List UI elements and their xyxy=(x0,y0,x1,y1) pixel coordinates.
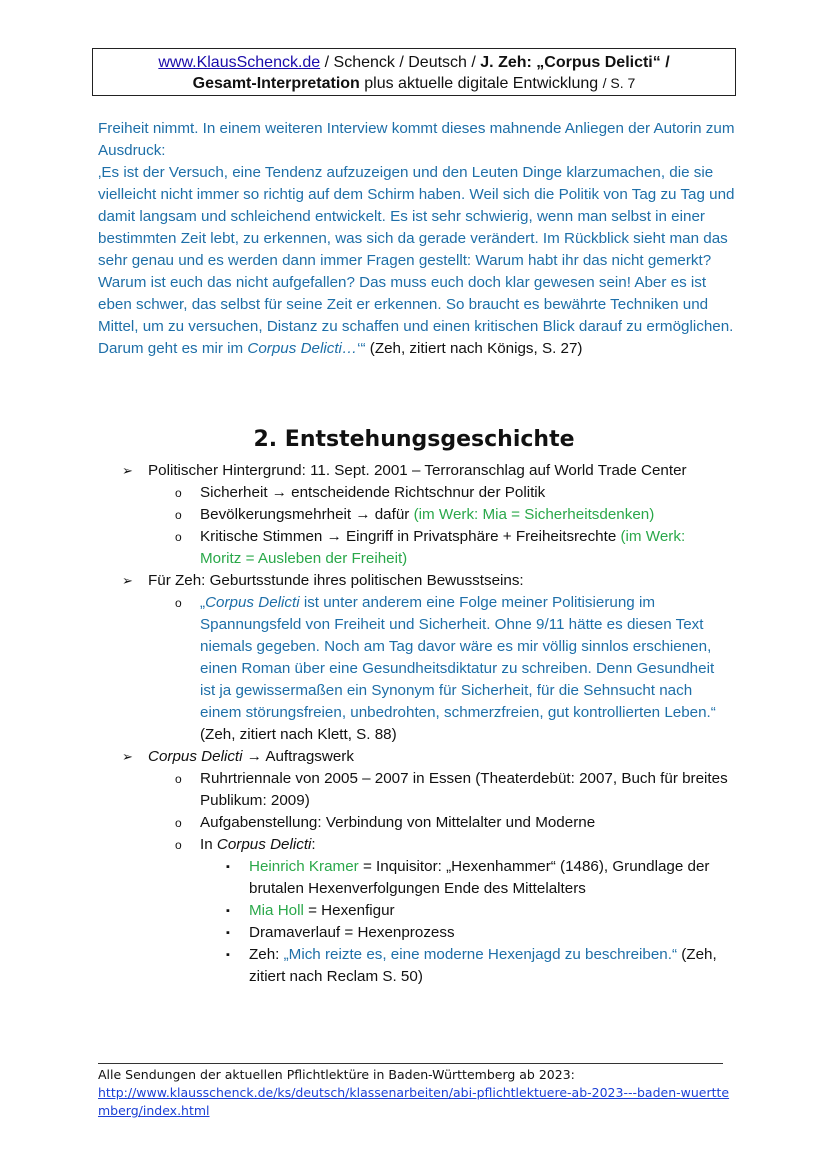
item-text: Kritische Stimmen → Eingriff in Privatsphäre + Freiheitsrechte xyxy=(200,528,621,545)
header-subtitle-rest: plus aktuelle digitale Entwicklung xyxy=(359,75,603,92)
list-item xyxy=(0,834,828,856)
list-item xyxy=(0,460,828,482)
section-heading: 2. Entstehungsgeschichte xyxy=(253,427,575,452)
list-item xyxy=(0,922,828,944)
square-bullet-icon: ▪ xyxy=(226,861,230,873)
item-name: Heinrich Kramer xyxy=(249,858,359,875)
item-text: Ruhrtriennale von 2005 – 2007 in Essen (Theaterdebüt: 2007, Buch für breites Publikum: 2009) xyxy=(200,770,728,809)
item-text: = Inquisitor: „Hexenhammer“ (1486), Grundlage der brutalen Hexenverfolgungen Ende des Mittelalters xyxy=(249,858,710,897)
list-item xyxy=(0,482,828,504)
square-bullet-icon: ▪ xyxy=(226,927,230,939)
item-text: Zeh: xyxy=(249,946,284,963)
page-header xyxy=(92,48,736,96)
circle-bullet-icon: o xyxy=(175,530,182,544)
header-subtitle: Gesamt-Interpretation xyxy=(192,75,360,92)
square-bullet-icon: ▪ xyxy=(226,905,230,917)
circle-bullet-icon: o xyxy=(175,486,182,500)
item-text: ist unter anderem eine Folge meiner Politisierung im Spannungsfeld von Freiheit und Sicherheit. Ohne 9/11 hätte es diesen Text niemals gegeben. Noch am Tag davor wäre es mir völlig sinnlos erschienen, einen Roman über eine Gesundheitsdiktatur zu schreiben. Denn Gesundheit ist ja gewissermaßen ein Synonym für Sicherheit, für die Sehnsucht nach einem störungsfreien, unbedrohten, schmerzfreien, gut kontrollierten Leben.“ xyxy=(200,594,716,721)
page-footer xyxy=(98,1066,738,1120)
intro-quote-block xyxy=(98,118,738,360)
quote-italic-title: Corpus Delicti… xyxy=(247,340,358,357)
item-text: Aufgabenstellung: Verbindung von Mittelalter und Moderne xyxy=(200,814,596,831)
list-item xyxy=(0,526,828,570)
item-text: Sicherheit → entscheidende Richtschnur der Politik xyxy=(200,484,546,501)
item-text: Für Zeh: Geburtsstunde ihres politischen Bewusstseins: xyxy=(148,572,524,589)
item-italic-title: Corpus Delicti xyxy=(216,836,312,853)
arrow-bullet-icon: ➢ xyxy=(122,573,133,588)
item-text: : xyxy=(311,836,316,853)
quote-paragraph xyxy=(98,162,738,360)
header-line-1 xyxy=(93,52,735,73)
footer-text: Alle Sendungen der aktuellen Pflichtlektüre in Baden-Württemberg ab 2023: xyxy=(98,1067,575,1082)
item-name: Mia Holl xyxy=(249,902,304,919)
list-item xyxy=(0,856,828,900)
item-text: → Auftragswerk xyxy=(242,748,354,765)
list-item xyxy=(0,570,828,592)
item-text: Bevölkerungsmehrheit → dafür xyxy=(200,506,414,523)
list-item xyxy=(0,768,828,812)
item-italic-title: Corpus Delicti xyxy=(205,594,300,611)
square-bullet-icon: ▪ xyxy=(226,949,230,961)
item-italic-title: Corpus Delicti xyxy=(148,748,243,765)
site-link[interactable]: www.KlausSchenck.de xyxy=(158,54,321,71)
arrow-bullet-icon: ➢ xyxy=(122,463,133,478)
header-line-2 xyxy=(93,73,735,94)
list-item xyxy=(0,900,828,922)
list-item xyxy=(0,592,828,746)
circle-bullet-icon: o xyxy=(175,838,182,852)
quote-text: ‚Es ist der Versuch, eine Tendenz aufzuzeigen und den Leuten Dinge klarzumachen, die sie vielleicht nicht immer so richtig auf dem Schirm haben. Weil sich die Politik von Tag zu Tag und damit langsam und schleichend entwickelt. Es ist sehr schwierig, wenn man selbst in einer bestimmten Zeit lebt, zu erkennen, was sich da gerade verändert. Im Rückblick sieht man das sehr genau und es werden dann immer Fragen gestellt: Warum habt ihr das nicht gemerkt? Warum ist euch das nicht aufgefallen? Das muss euch doch klar gewesen sein! Aber es ist eben schwer, das selbst für seine Zeit er erkennen. So braucht es bewährte Techniken und Mittel, um zu versuchen, Distanz zu schaffen und einen kritischen Blick darauf zu ermöglichen. Darum geht es mir im xyxy=(98,164,735,357)
item-text: Dramaverlauf = Hexenprozess xyxy=(249,924,455,941)
item-note: (im Werk: Moritz = Ausleben der Freiheit) xyxy=(200,528,686,567)
page-number: / S. 7 xyxy=(602,75,636,91)
quote-citation: (Zeh, zitiert nach Königs, S. 27) xyxy=(365,340,583,357)
quote-open: „ xyxy=(200,594,206,611)
header-title: J. Zeh: „Corpus Delicti“ / xyxy=(480,54,670,71)
list-item xyxy=(0,504,828,526)
item-citation: (Zeh, zitiert nach Klett, S. 88) xyxy=(200,726,397,743)
list-item xyxy=(0,812,828,834)
item-text: In xyxy=(200,836,217,853)
circle-bullet-icon: o xyxy=(175,596,182,610)
footer-link[interactable]: http://www.klausschenck.de/ks/deutsch/klassenarbeiten/abi-pflichtlektuere-ab-2023---baden-wuerttemberg/index.html xyxy=(98,1085,730,1118)
circle-bullet-icon: o xyxy=(175,816,182,830)
item-quote: „Mich reizte es, eine moderne Hexenjagd zu beschreiben.“ xyxy=(283,946,678,963)
quote-end-mark: ‘“ xyxy=(357,340,366,357)
item-note: (im Werk: Mia = Sicherheitsdenken) xyxy=(413,506,655,523)
circle-bullet-icon: o xyxy=(175,508,182,522)
header-path: / Schenck / Deutsch / xyxy=(320,54,481,71)
item-text: = Hexenfigur xyxy=(303,902,395,919)
footer-divider xyxy=(98,1063,723,1064)
item-citation: (Zeh, zitiert nach Reclam S. 50) xyxy=(249,946,717,985)
item-text: Politischer Hintergrund: 11. Sept. 2001 – Terroranschlag auf World Trade Center xyxy=(148,462,687,479)
circle-bullet-icon: o xyxy=(175,772,182,786)
outline-list xyxy=(0,460,828,988)
intro-text: Freiheit nimmt. In einem weiteren Interview kommt dieses mahnende Anliegen der Autorin zum Ausdruck: xyxy=(98,120,735,159)
arrow-bullet-icon: ➢ xyxy=(122,749,133,764)
list-item xyxy=(0,944,828,988)
list-item xyxy=(0,746,828,768)
